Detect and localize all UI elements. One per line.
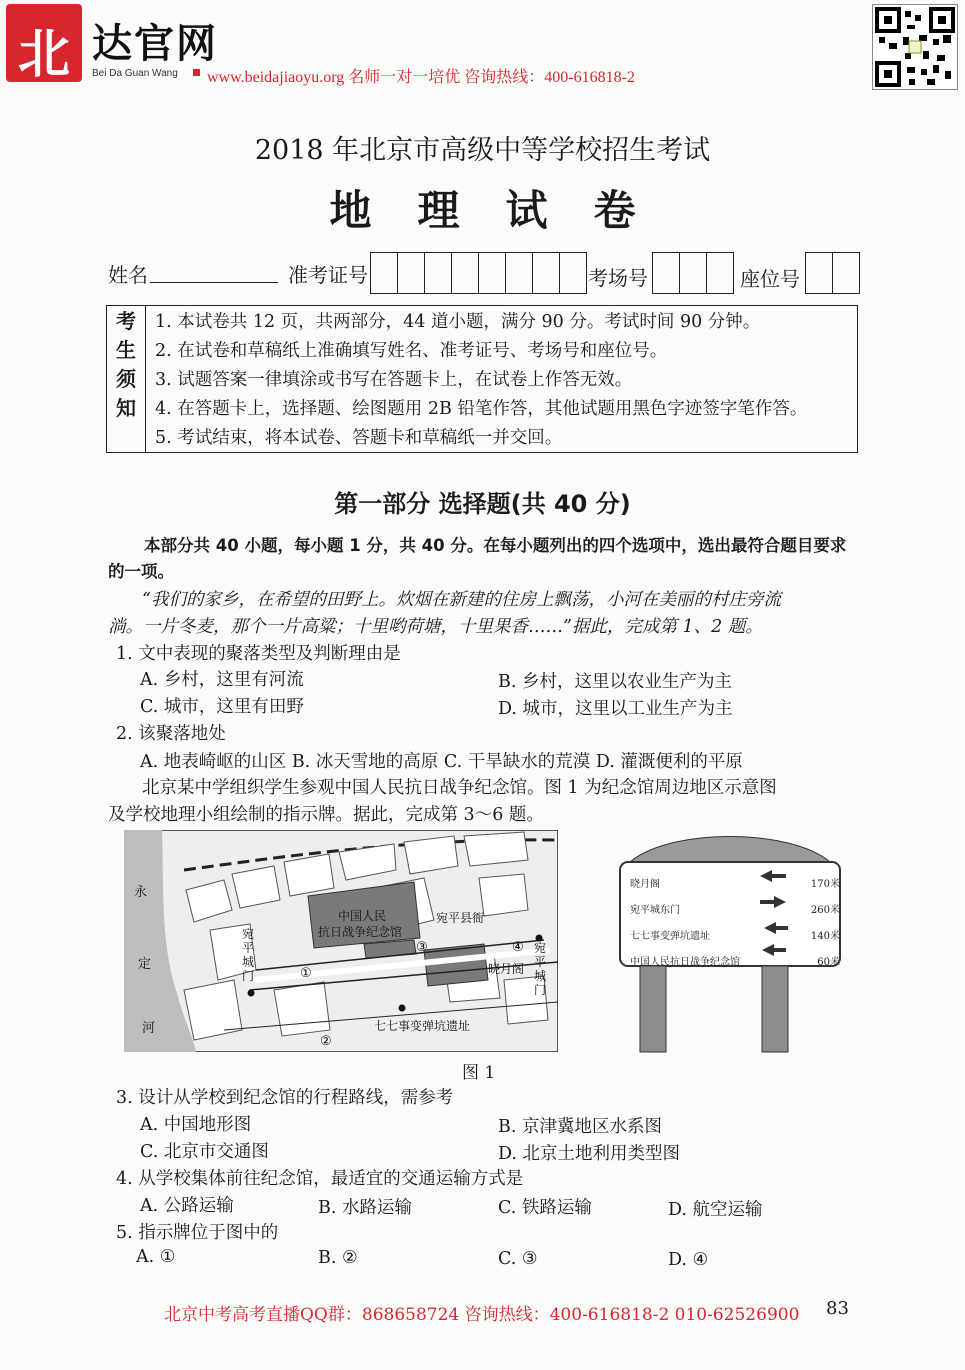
question-2: 2. 该聚落地处 xyxy=(116,724,226,744)
sign-row-label: 七七事变弹坑遗址 xyxy=(630,931,710,942)
option-d[interactable]: D. ④ xyxy=(668,1250,709,1270)
notice-heading xyxy=(107,306,146,452)
svg-text:宛: 宛 xyxy=(242,927,255,941)
svg-text:平: 平 xyxy=(242,941,255,955)
option-c[interactable]: C. 城市，这里有田野 xyxy=(140,697,304,717)
room-number-field[interactable] xyxy=(652,252,734,294)
logo-char: 北 xyxy=(17,25,70,85)
mark-1: ① xyxy=(300,966,312,981)
sign-rows xyxy=(630,872,840,976)
sign-row-label: 中国人民抗日战争纪念馆 xyxy=(630,957,740,968)
notice-head-char: 知 xyxy=(116,396,136,420)
option-c[interactable]: C. 铁路运输 xyxy=(498,1198,592,1218)
river-label: 河 xyxy=(142,1021,156,1036)
name-field[interactable] xyxy=(150,282,278,283)
sign-post-right xyxy=(762,966,788,1052)
intro-paragraph: 北京某中学组织学生参观中国人民抗日战争纪念馆。图 1 为纪念馆周边地区示意图 xyxy=(142,778,777,798)
sign-crown xyxy=(630,837,830,863)
sign-row-distance: 260米 xyxy=(810,905,840,916)
pavilion-block xyxy=(424,944,488,986)
passage-line: “我们的家乡，在希望的田野上。炊烟在新建的住房上飘荡，小河在美丽的村庄旁流 xyxy=(142,590,781,610)
ticket-label: 准考证号 xyxy=(288,263,368,287)
notice-head-char: 须 xyxy=(116,367,136,391)
question-2-options[interactable]: A. 地表崎岖的山区 B. 冰天雪地的高原 C. 干旱缺水的荒漠 D. 灌溉便利的平原 xyxy=(140,752,743,772)
option-a[interactable]: A. 公路运输 xyxy=(140,1196,234,1216)
option-d[interactable]: D. 北京土地利用类型图 xyxy=(498,1144,681,1164)
river-label: 定 xyxy=(138,957,152,972)
page-number: 83 xyxy=(826,1298,849,1319)
notice-item: 3. 试题答案一律填涂或书写在答题卡上，在试卷上作答无效。 xyxy=(155,370,633,390)
option-d[interactable]: D. 城市，这里以工业生产为主 xyxy=(498,699,733,719)
river-label: 永 xyxy=(134,885,148,900)
svg-text:门: 门 xyxy=(242,969,255,983)
svg-text:平: 平 xyxy=(534,955,547,969)
notice-item: 1. 本试卷共 12 页，共两部分，44 道小题，满分 90 分。考试时间 90 分钟。 xyxy=(155,312,761,332)
sign-row-distance: 60米 xyxy=(817,957,840,968)
room-label: 考场号 xyxy=(588,266,648,290)
sign-row xyxy=(630,898,840,924)
option-b[interactable]: B. 京津冀地区水系图 xyxy=(498,1117,662,1137)
mark-3: ③ xyxy=(416,940,428,955)
site-name: 达官网 xyxy=(92,21,218,67)
name-label: 姓名 xyxy=(108,263,148,287)
question-1: 1. 文中表现的聚落类型及判断理由是 xyxy=(116,644,401,664)
east-gate-label xyxy=(534,941,546,997)
site-label: 七七事变弹坑遗址 xyxy=(374,1019,471,1033)
svg-text:门: 门 xyxy=(534,983,547,997)
site-contact-line[interactable]: www.beidajiaoyu.org 名师一对一培优 咨询热线：400-616818-2 xyxy=(207,69,635,86)
museum-label-line2: 抗日战争纪念馆 xyxy=(318,925,403,939)
sign-post-left xyxy=(640,966,666,1052)
candidate-notice xyxy=(106,305,858,453)
passage-line: 淌。一片冬麦，那个一片高粱；十里哟荷塘，十里果香……”据此，完成第 1、2 题。 xyxy=(108,617,763,637)
exam-title: 2018 年北京市高级中等学校招生考试 xyxy=(254,135,711,166)
option-c[interactable]: C. 北京市交通图 xyxy=(140,1142,269,1162)
option-a[interactable]: A. ① xyxy=(136,1247,176,1267)
sign-row-label: 晓月阁 xyxy=(630,879,660,890)
option-b[interactable]: B. 水路运输 xyxy=(318,1198,412,1218)
county-label: 宛平县衙 xyxy=(436,911,485,925)
notice-head-char: 生 xyxy=(116,338,136,362)
sign-row-distance: 170米 xyxy=(810,879,840,890)
sign-row xyxy=(630,924,840,950)
svg-text:宛: 宛 xyxy=(534,941,547,955)
ticket-number-field[interactable] xyxy=(370,252,587,294)
west-gate-label xyxy=(242,927,254,983)
part-instructions: 本部分共 40 小题，每小题 1 分，共 40 分。在每小题列出的四个选项中，选出最符合题目要求的一项。 xyxy=(108,536,847,581)
seat-label: 座位号 xyxy=(740,267,800,291)
west-gate-marker xyxy=(248,990,255,997)
sign-row xyxy=(630,950,840,976)
site-logo xyxy=(6,4,82,85)
bullet-icon xyxy=(193,69,200,76)
option-b[interactable]: B. 乡村，这里以农业生产为主 xyxy=(498,672,732,692)
question-4: 4. 从学校集体前往纪念馆，最适宜的交通运输方式是 xyxy=(116,1169,524,1189)
footer-contact[interactable]: 北京中考高考直播QQ群：868658724 咨询热线：400-616818-2 010-62526900 xyxy=(164,1305,800,1325)
mark-2: ② xyxy=(320,1034,332,1049)
notice-item: 2. 在试卷和草稿纸上准确填写姓名、准考证号、考场号和座位号。 xyxy=(155,341,668,361)
subject-title: 地理试卷 xyxy=(329,186,682,235)
figure-caption: 图 1 xyxy=(462,1063,496,1083)
pavilion-label: 晓月阁 xyxy=(488,962,525,976)
option-c[interactable]: C. ③ xyxy=(498,1249,538,1269)
site-pinyin: Bei Da Guan Wang xyxy=(92,68,178,79)
site-marker xyxy=(399,1005,406,1012)
qr-code-icon xyxy=(872,4,958,90)
signpost xyxy=(610,832,850,1062)
intro-paragraph: 及学校地理小组绘制的指示牌。据此，完成第 3～6 题。 xyxy=(108,805,544,825)
notice-item: 5. 考试结束，将本试卷、答题卡和草稿纸一并交回。 xyxy=(155,428,563,448)
question-5: 5. 指示牌位于图中的 xyxy=(116,1223,279,1243)
area-map xyxy=(124,830,558,1052)
svg-text:城: 城 xyxy=(534,969,547,983)
option-b[interactable]: B. ② xyxy=(318,1248,358,1268)
notice-head-char: 考 xyxy=(116,309,136,333)
option-d[interactable]: D. 航空运输 xyxy=(668,1200,763,1220)
sign-row-distance: 140米 xyxy=(810,931,840,942)
question-3: 3. 设计从学校到纪念馆的行程路线，需参考 xyxy=(116,1088,454,1108)
mark-4: ④ xyxy=(512,940,524,955)
sign-row-label: 宛平城东门 xyxy=(630,905,680,916)
sign-row xyxy=(630,872,840,898)
option-a[interactable]: A. 中国地形图 xyxy=(140,1115,252,1135)
option-a[interactable]: A. 乡村，这里有河流 xyxy=(140,670,304,690)
svg-text:城: 城 xyxy=(242,955,255,969)
part-title: 第一部分 选择题(共 40 分) xyxy=(334,490,631,518)
museum-label: 中国人民抗日战争纪念馆 xyxy=(318,909,403,939)
seat-number-field[interactable] xyxy=(805,252,860,294)
notice-item: 4. 在答题卡上，选择题、绘图题用 2B 铅笔作答，其他试题用黑色字迹签字笔作答。 xyxy=(155,399,808,419)
